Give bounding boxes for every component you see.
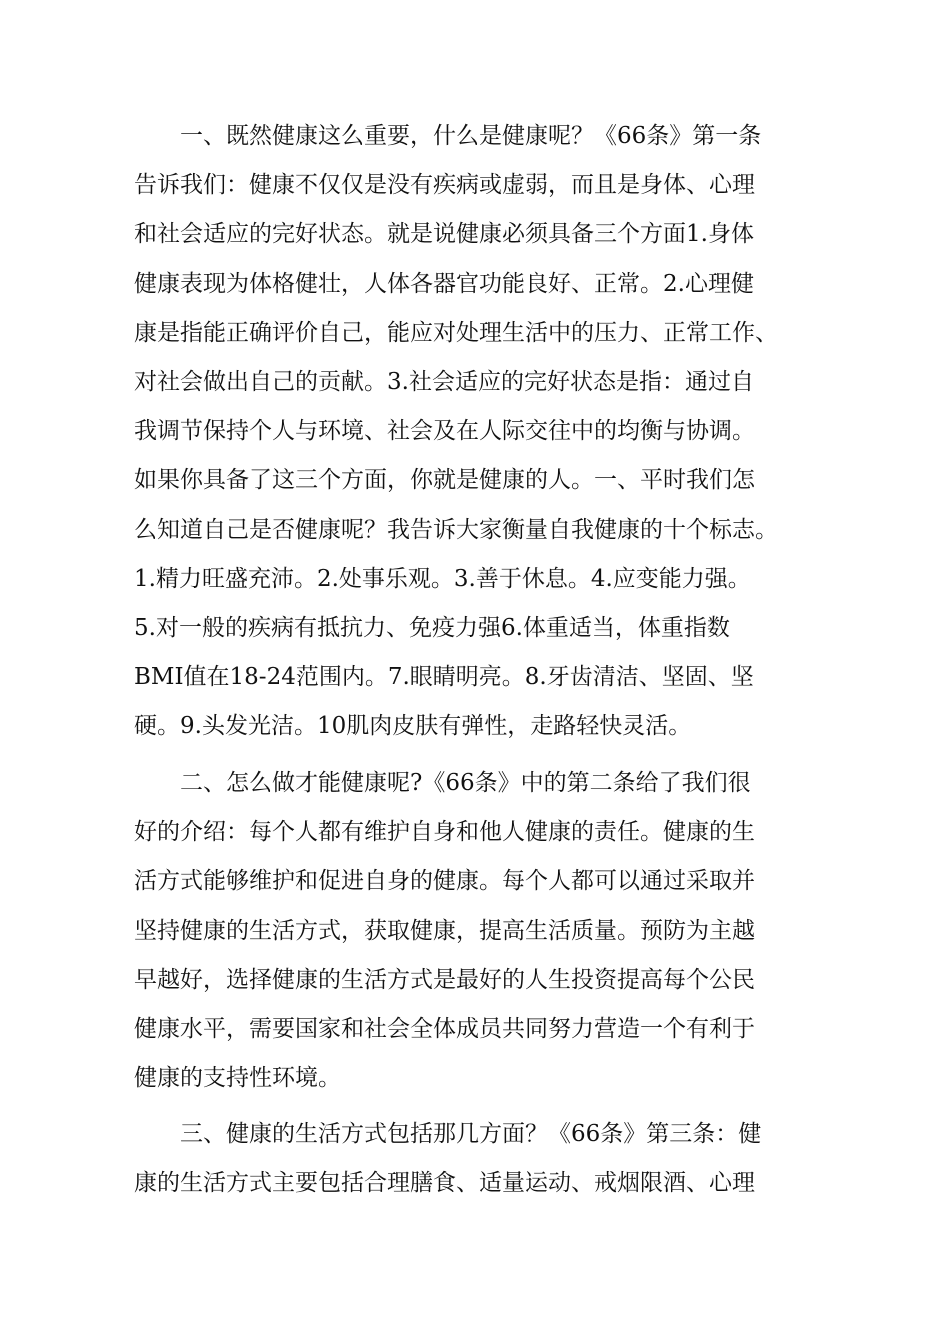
text-line: 1.精力旺盛充沛。2.处事乐观。3.善于休息。4.应变能力强。 [134, 565, 751, 592]
text-line: 康的生活方式主要包括合理膳食、适量运动、戒烟限酒、心理 [134, 1170, 755, 1197]
text-line: 早越好，选择健康的生活方式是最好的人生投资提高每个公民 [134, 966, 755, 993]
text-line: 对社会做出自己的贡献。3.社会适应的完好状态是指：通过自 [134, 368, 754, 395]
text-line: 三、健康的生活方式包括那几方面？《66条》第三条：健 [180, 1121, 762, 1147]
text-line: 健康表现为体格健壮，人体各器官功能良好、正常。2.心理健 [134, 270, 754, 297]
text-line: 硬。9.头发光洁。10肌肉皮肤有弹性，走路轻快灵活。 [134, 713, 692, 740]
text-line: 和社会适应的完好状态。就是说健康必须具备三个方面1.身体 [134, 221, 754, 248]
paragraph-how-to-be-healthy [134, 759, 834, 1103]
text-line: 健康的支持性环境。 [134, 1065, 341, 1092]
text-line: 坚持健康的生活方式，获取健康，提高生活质量。预防为主越 [134, 917, 755, 944]
text-line: 健康水平，需要国家和社会全体成员共同努力营造一个有利于 [134, 1015, 755, 1042]
text-line: 告诉我们：健康不仅仅是没有疾病或虚弱，而且是身体、心理 [134, 172, 755, 199]
text-line: 么知道自己是否健康呢？我告诉大家衡量自我健康的十个标志。 [134, 516, 778, 543]
text-line: 好的介绍：每个人都有维护自身和他人健康的责任。健康的生 [134, 819, 755, 846]
paragraph-healthy-lifestyle [134, 1110, 834, 1208]
paragraph-health-definition [134, 112, 834, 751]
text-line: BMI值在18-24范围内。7.眼睛明亮。8.牙齿清洁、坚固、坚 [134, 664, 754, 691]
text-line: 一、既然健康这么重要，什么是健康呢？《66条》第一条 [180, 123, 762, 149]
text-line: 活方式能够维护和促进自身的健康。每个人都可以通过采取并 [134, 868, 755, 895]
text-line: 如果你具备了这三个方面，你就是健康的人。一、平时我们怎 [134, 467, 755, 494]
text-line: 5.对一般的疾病有抵抗力、免疫力强6.体重适当，体重指数 [134, 614, 730, 641]
text-line: 我调节保持个人与环境、社会及在人际交往中的均衡与协调。 [134, 418, 755, 445]
text-line: 康是指能正确评价自己，能应对处理生活中的压力、正常工作、 [134, 319, 778, 346]
text-line: 二、怎么做才能健康呢?《66条》中的第二条给了我们很 [180, 770, 751, 796]
